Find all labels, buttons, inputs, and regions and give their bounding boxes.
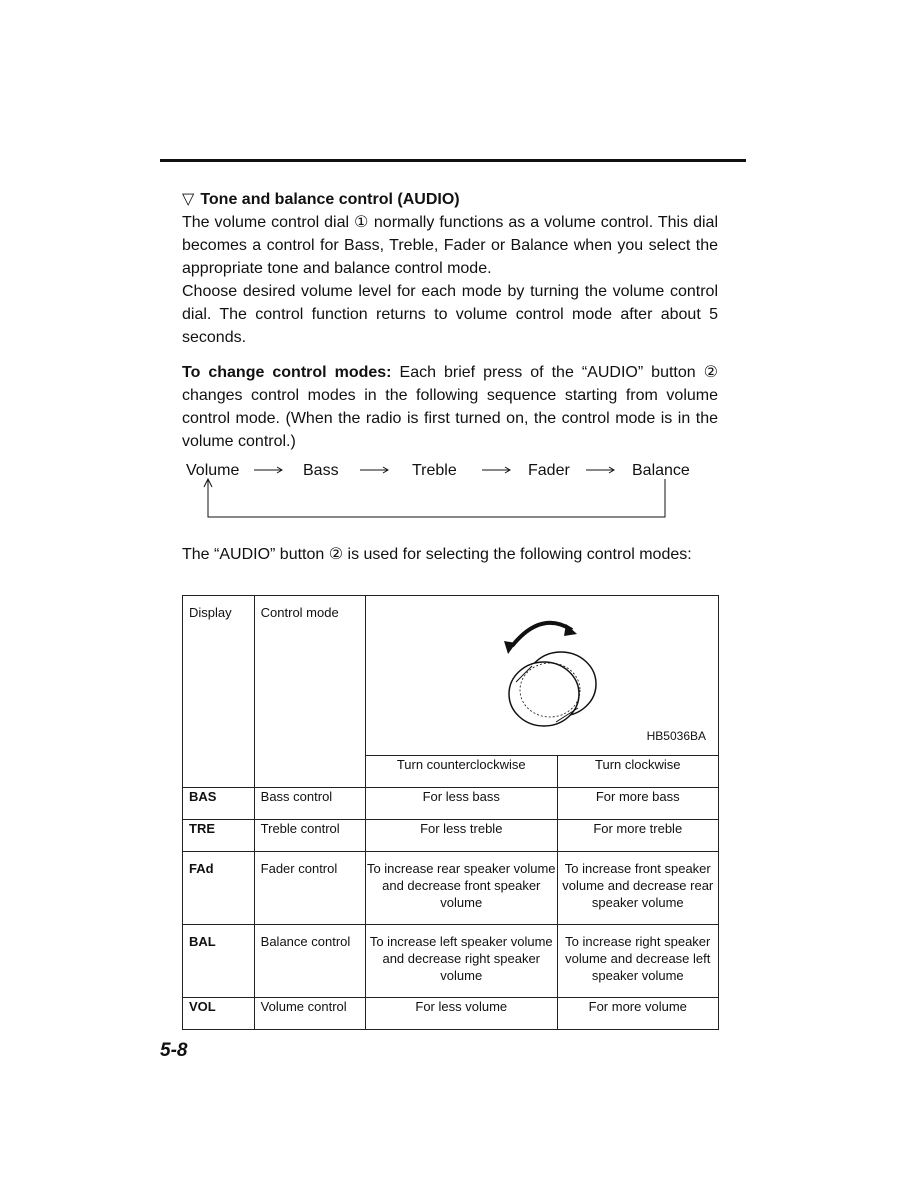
row-ccw: For less bass [366, 788, 558, 820]
row-ccw: For less treble [366, 820, 558, 852]
row-display: VOL [183, 998, 255, 1030]
table-row [183, 998, 719, 1030]
table-row [183, 788, 719, 820]
figure-code: HB5036BA [646, 729, 706, 743]
row-display: FAd [183, 852, 255, 925]
control-mode-table [182, 595, 719, 1030]
table-row [183, 852, 719, 925]
row-mode: Balance control [254, 925, 365, 998]
row-ccw: For less volume [366, 998, 558, 1030]
row-cw: For more treble [557, 820, 719, 852]
row-display: BAS [183, 788, 255, 820]
mode-sequence [182, 455, 742, 527]
sequence-fader: Fader [528, 462, 570, 479]
row-ccw: To increase left speaker volume and decrease right speaker volume [366, 925, 558, 998]
row-mode: Bass control [254, 788, 365, 820]
row-display: BAL [183, 925, 255, 998]
row-display: TRE [183, 820, 255, 852]
header-turn-clockwise: Turn clockwise [557, 756, 719, 788]
dial-figure-cell [366, 596, 719, 756]
section-body [182, 188, 718, 566]
table-header-row [183, 596, 719, 756]
row-cw: For more bass [557, 788, 719, 820]
triangle-marker-icon: ▽ [182, 191, 195, 208]
table-row [183, 925, 719, 998]
section-heading [182, 188, 718, 211]
row-cw: To increase front speaker volume and decrease rear speaker volume [557, 852, 719, 925]
sequence-volume: Volume [186, 462, 240, 479]
heading-text: Tone and balance control (AUDIO) [200, 191, 460, 208]
row-cw: For more volume [557, 998, 719, 1030]
header-control-mode: Control mode [254, 596, 365, 788]
paragraph-change-modes [182, 361, 718, 453]
paragraph-dial: The volume control dial ① normally functions as a volume control. This dial becomes a control for Bass, Treble, Fader or Balance when you select the appropriate tone and balance control mode. [182, 214, 718, 277]
sequence-balance: Balance [632, 462, 690, 479]
paragraph-volume-level: Choose desired volume level for each mode by turning the volume control dial. The control function returns to volume control mode after about 5 seconds. [182, 283, 718, 346]
change-modes-text: Each brief press of the “AUDIO” button ② changes control modes in the following sequence starting from volume control mode. (When the radio is first turned on, the control mode is in the volume control.) [182, 364, 719, 450]
row-cw: To increase right speaker volume and decrease left speaker volume [557, 925, 719, 998]
header-turn-counterclockwise: Turn counterclockwise [366, 756, 558, 788]
header-display: Display [183, 596, 255, 788]
change-modes-label: To change control modes: [182, 364, 392, 381]
sequence-bass: Bass [303, 462, 339, 479]
page-number: 5-8 [160, 1040, 188, 1061]
row-mode: Volume control [254, 998, 365, 1030]
table-row [183, 820, 719, 852]
row-mode: Treble control [254, 820, 365, 852]
row-mode: Fader control [254, 852, 365, 925]
sequence-treble: Treble [412, 462, 457, 479]
row-ccw: To increase rear speaker volume and decrease front speaker volume [366, 852, 558, 925]
paragraph-audio-button: The “AUDIO” button ② is used for selecting the following control modes: [182, 546, 692, 563]
top-rule [160, 159, 746, 162]
